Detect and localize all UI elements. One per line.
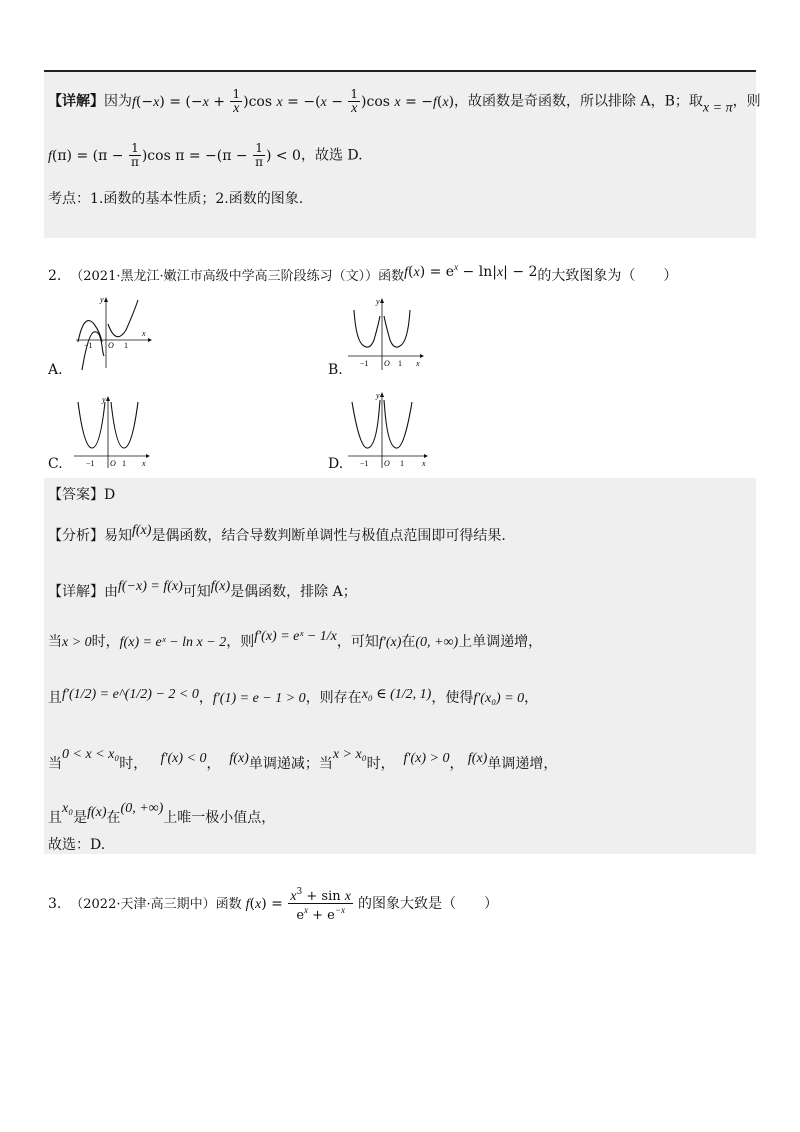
option-c-graph[interactable]: [72, 394, 152, 470]
svg-text:O: O: [384, 359, 390, 368]
q2-detail-line5: 且x₀是f(x)在(0, +∞)上唯一极小值点，: [48, 801, 276, 826]
svg-text:x: x: [142, 459, 146, 468]
svg-text:O: O: [384, 459, 390, 468]
svg-text:x: x: [422, 459, 426, 468]
q3-stem: 3. （2022·天津·高三期中）函数 f(x) = $\frac{x^3 + \sin x}{e^x + e^{-x}}$ 的图象大致是（ ）: [48, 887, 498, 923]
svg-text:x: x: [416, 359, 420, 368]
kaodian: 考点：1.函数的基本性质；2.函数的图象.: [48, 191, 304, 207]
option-a-graph[interactable]: [72, 294, 152, 372]
q2-detail-line4: 当0 < x < x₀时， f′(x) < 0， f(x)单调递减；当x > x₀时， f′(x) > 0， f(x)单调递增，: [48, 747, 558, 772]
svg-text:O: O: [110, 459, 116, 468]
q2-detail-line3: 且f′(1/2) = e^(1/2) − 2 < 0，f′(1) = e − 1 > 0，则存在x₀ ∈ (1/2, 1)，使得f′(x₀) = 0，: [48, 687, 539, 706]
svg-text:1: 1: [124, 341, 128, 350]
q3-formula: f(x) = $\frac{x^3 + \sin x}{e^x + e^{-x}}$: [245, 887, 351, 923]
svg-text:x: x: [142, 329, 146, 338]
svg-text:y: y: [376, 391, 380, 400]
q2-stem: 2. （2021·黑龙江·嫩江市高级中学高三阶段练习（文））函数$f(x) = e^x - \ln|x| - 2$的大致图象为（ ）: [48, 262, 678, 284]
svg-text:1: 1: [122, 459, 126, 468]
detail-label: 【详解】: [48, 93, 104, 110]
q2-conclusion: 故选：D.: [48, 837, 106, 853]
block1-line1: 【详解】因为f(−x) = (−x + $\frac{1}{x}$ )cos x = −(x − $\frac{1}{x}$ )cos x = −f(x)，故函数是奇函数，所以排除 A，B；取x = π，则: [48, 87, 761, 116]
svg-text:y: y: [376, 297, 380, 306]
svg-text:−1: −1: [360, 359, 369, 368]
option-a-label[interactable]: A.: [48, 362, 63, 378]
svg-text:y: y: [102, 395, 106, 404]
svg-text:O: O: [108, 341, 114, 350]
option-c-label[interactable]: C.: [48, 456, 63, 472]
svg-text:−1: −1: [360, 459, 369, 468]
option-d-graph[interactable]: [346, 390, 432, 470]
option-b-label[interactable]: B.: [328, 362, 343, 378]
formula-odd: f(−x) = (−x + $\frac{1}{x}$ )cos x = −(x − $\frac{1}{x}$ )cos x = −f(x): [132, 87, 455, 116]
q2-formula: $f(x) = e^x - \ln|x| - 2$: [404, 262, 538, 280]
q2-answer: 【答案】D: [48, 487, 116, 503]
take-x-pi: x = π: [702, 100, 733, 116]
svg-text:−1: −1: [86, 459, 95, 468]
q2-detail-line2: 当x > 0时，f(x) = eˣ − ln x − 2，则f′(x) = eˣ − 1/x，可知f′(x)在(0, +∞)上单调递增，: [48, 629, 543, 650]
q2-analysis: 【分析】易知f(x)是偶函数，结合导数判断单调性与极值点范围即可得结果.: [48, 523, 506, 544]
formula-f-pi: f(π) = (π − $\frac{1}{\pi}$ )cos π = −(π − $\frac{1}{\pi}$ ) < 0: [48, 141, 301, 169]
block1-line2: f(π) = (π − $\frac{1}{\pi}$ )cos π = −(π − $\frac{1}{\pi}$ ) < 0，故选 D.: [48, 141, 363, 169]
option-d-label[interactable]: D.: [328, 456, 344, 472]
svg-text:1: 1: [398, 359, 402, 368]
svg-text:1: 1: [400, 459, 404, 468]
svg-text:−1: −1: [84, 341, 93, 350]
svg-text:y: y: [100, 295, 104, 304]
q2-detail-line1: 【详解】由f(−x) = f(x)可知f(x)是偶函数，排除 A；: [48, 579, 357, 600]
option-b-graph[interactable]: [346, 296, 426, 372]
